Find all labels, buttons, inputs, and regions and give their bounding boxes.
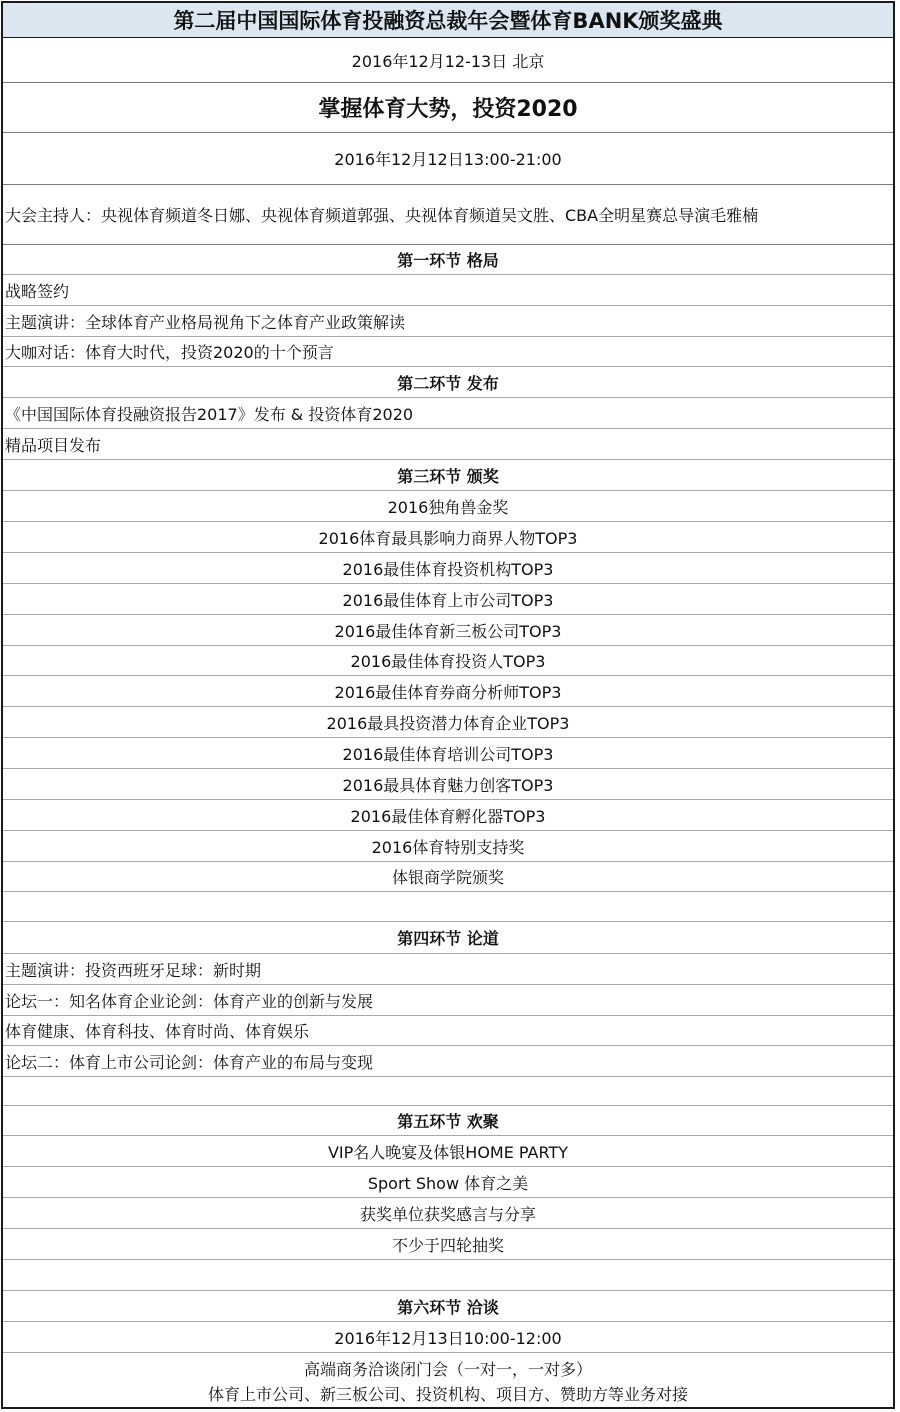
- meeting-line: 高端商务洽谈闭门会（一对一，一对多）: [303, 1360, 592, 1379]
- list-item: 大咖对话：体育大时代，投资2020的十个预言: [3, 337, 893, 367]
- list-item: 《中国国际体育投融资报告2017》发布 & 投资体育2020: [3, 398, 893, 429]
- agenda-sheet: [1, 1, 895, 1409]
- section-heading: 第三环节 颁奖: [3, 460, 893, 491]
- section-heading: 第五环节 欢聚: [3, 1106, 893, 1136]
- page-title: 第二届中国国际体育投融资总裁年会暨体育BANK颁奖盛典: [3, 3, 893, 38]
- theme-title: 掌握体育大势，投资2020: [3, 83, 893, 133]
- session-time: 2016年12月13日10:00-12:00: [3, 1322, 893, 1353]
- award-item: 2016最佳体育投资机构TOP3: [3, 553, 893, 584]
- list-item: VIP名人晚宴及体银HOME PARTY: [3, 1136, 893, 1167]
- award-item: 体银商学院颁奖: [3, 862, 893, 892]
- list-item: 论坛二：体育上市公司论剑：体育产业的布局与变现: [3, 1046, 893, 1077]
- list-item: 主题演讲：全球体育产业格局视角下之体育产业政策解读: [3, 306, 893, 337]
- award-item: 2016最佳体育培训公司TOP3: [3, 738, 893, 769]
- section-heading: 第四环节 论道: [3, 922, 893, 954]
- section-heading: 第一环节 格局: [3, 245, 893, 275]
- award-item: 2016最具体育魅力创客TOP3: [3, 769, 893, 800]
- section-heading: 第六环节 洽谈: [3, 1291, 893, 1322]
- list-item: Sport Show 体育之美: [3, 1167, 893, 1198]
- meeting-line: 体育上市公司、新三板公司、投资机构、项目方、赞助方等业务对接: [207, 1385, 688, 1404]
- award-item: 2016体育特别支持奖: [3, 831, 893, 862]
- list-item: 战略签约: [3, 275, 893, 306]
- list-item: 不少于四轮抽奖: [3, 1229, 893, 1260]
- list-item: 获奖单位获奖感言与分享: [3, 1198, 893, 1229]
- hosts-line: 大会主持人：央视体育频道冬日娜、央视体育频道郭强、央视体育频道吴文胜、CBA全明星赛总导演毛雅楠: [3, 185, 893, 245]
- meeting-block: [3, 1353, 893, 1409]
- empty-row: [3, 1077, 893, 1106]
- award-item: 2016独角兽金奖: [3, 491, 893, 522]
- section-heading: 第二环节 发布: [3, 367, 893, 398]
- list-item: 主题演讲：投资西班牙足球：新时期: [3, 954, 893, 985]
- list-item: 论坛一：知名体育企业论剑：体育产业的创新与发展: [3, 985, 893, 1016]
- award-item: 2016最佳体育券商分析师TOP3: [3, 676, 893, 707]
- empty-row: [3, 1260, 893, 1291]
- list-item: 体育健康、体育科技、体育时尚、体育娱乐: [3, 1016, 893, 1046]
- award-item: 2016体育最具影响力商界人物TOP3: [3, 522, 893, 553]
- award-item: 2016最佳体育投资人TOP3: [3, 646, 893, 676]
- date-location: 2016年12月12-13日 北京: [3, 38, 893, 83]
- session-time: 2016年12月12日13:00-21:00: [3, 133, 893, 185]
- award-item: 2016最佳体育新三板公司TOP3: [3, 615, 893, 646]
- list-item: 精品项目发布: [3, 429, 893, 460]
- award-item: 2016最佳体育孵化器TOP3: [3, 800, 893, 831]
- empty-row: [3, 892, 893, 922]
- award-item: 2016最具投资潜力体育企业TOP3: [3, 707, 893, 738]
- award-item: 2016最佳体育上市公司TOP3: [3, 584, 893, 615]
